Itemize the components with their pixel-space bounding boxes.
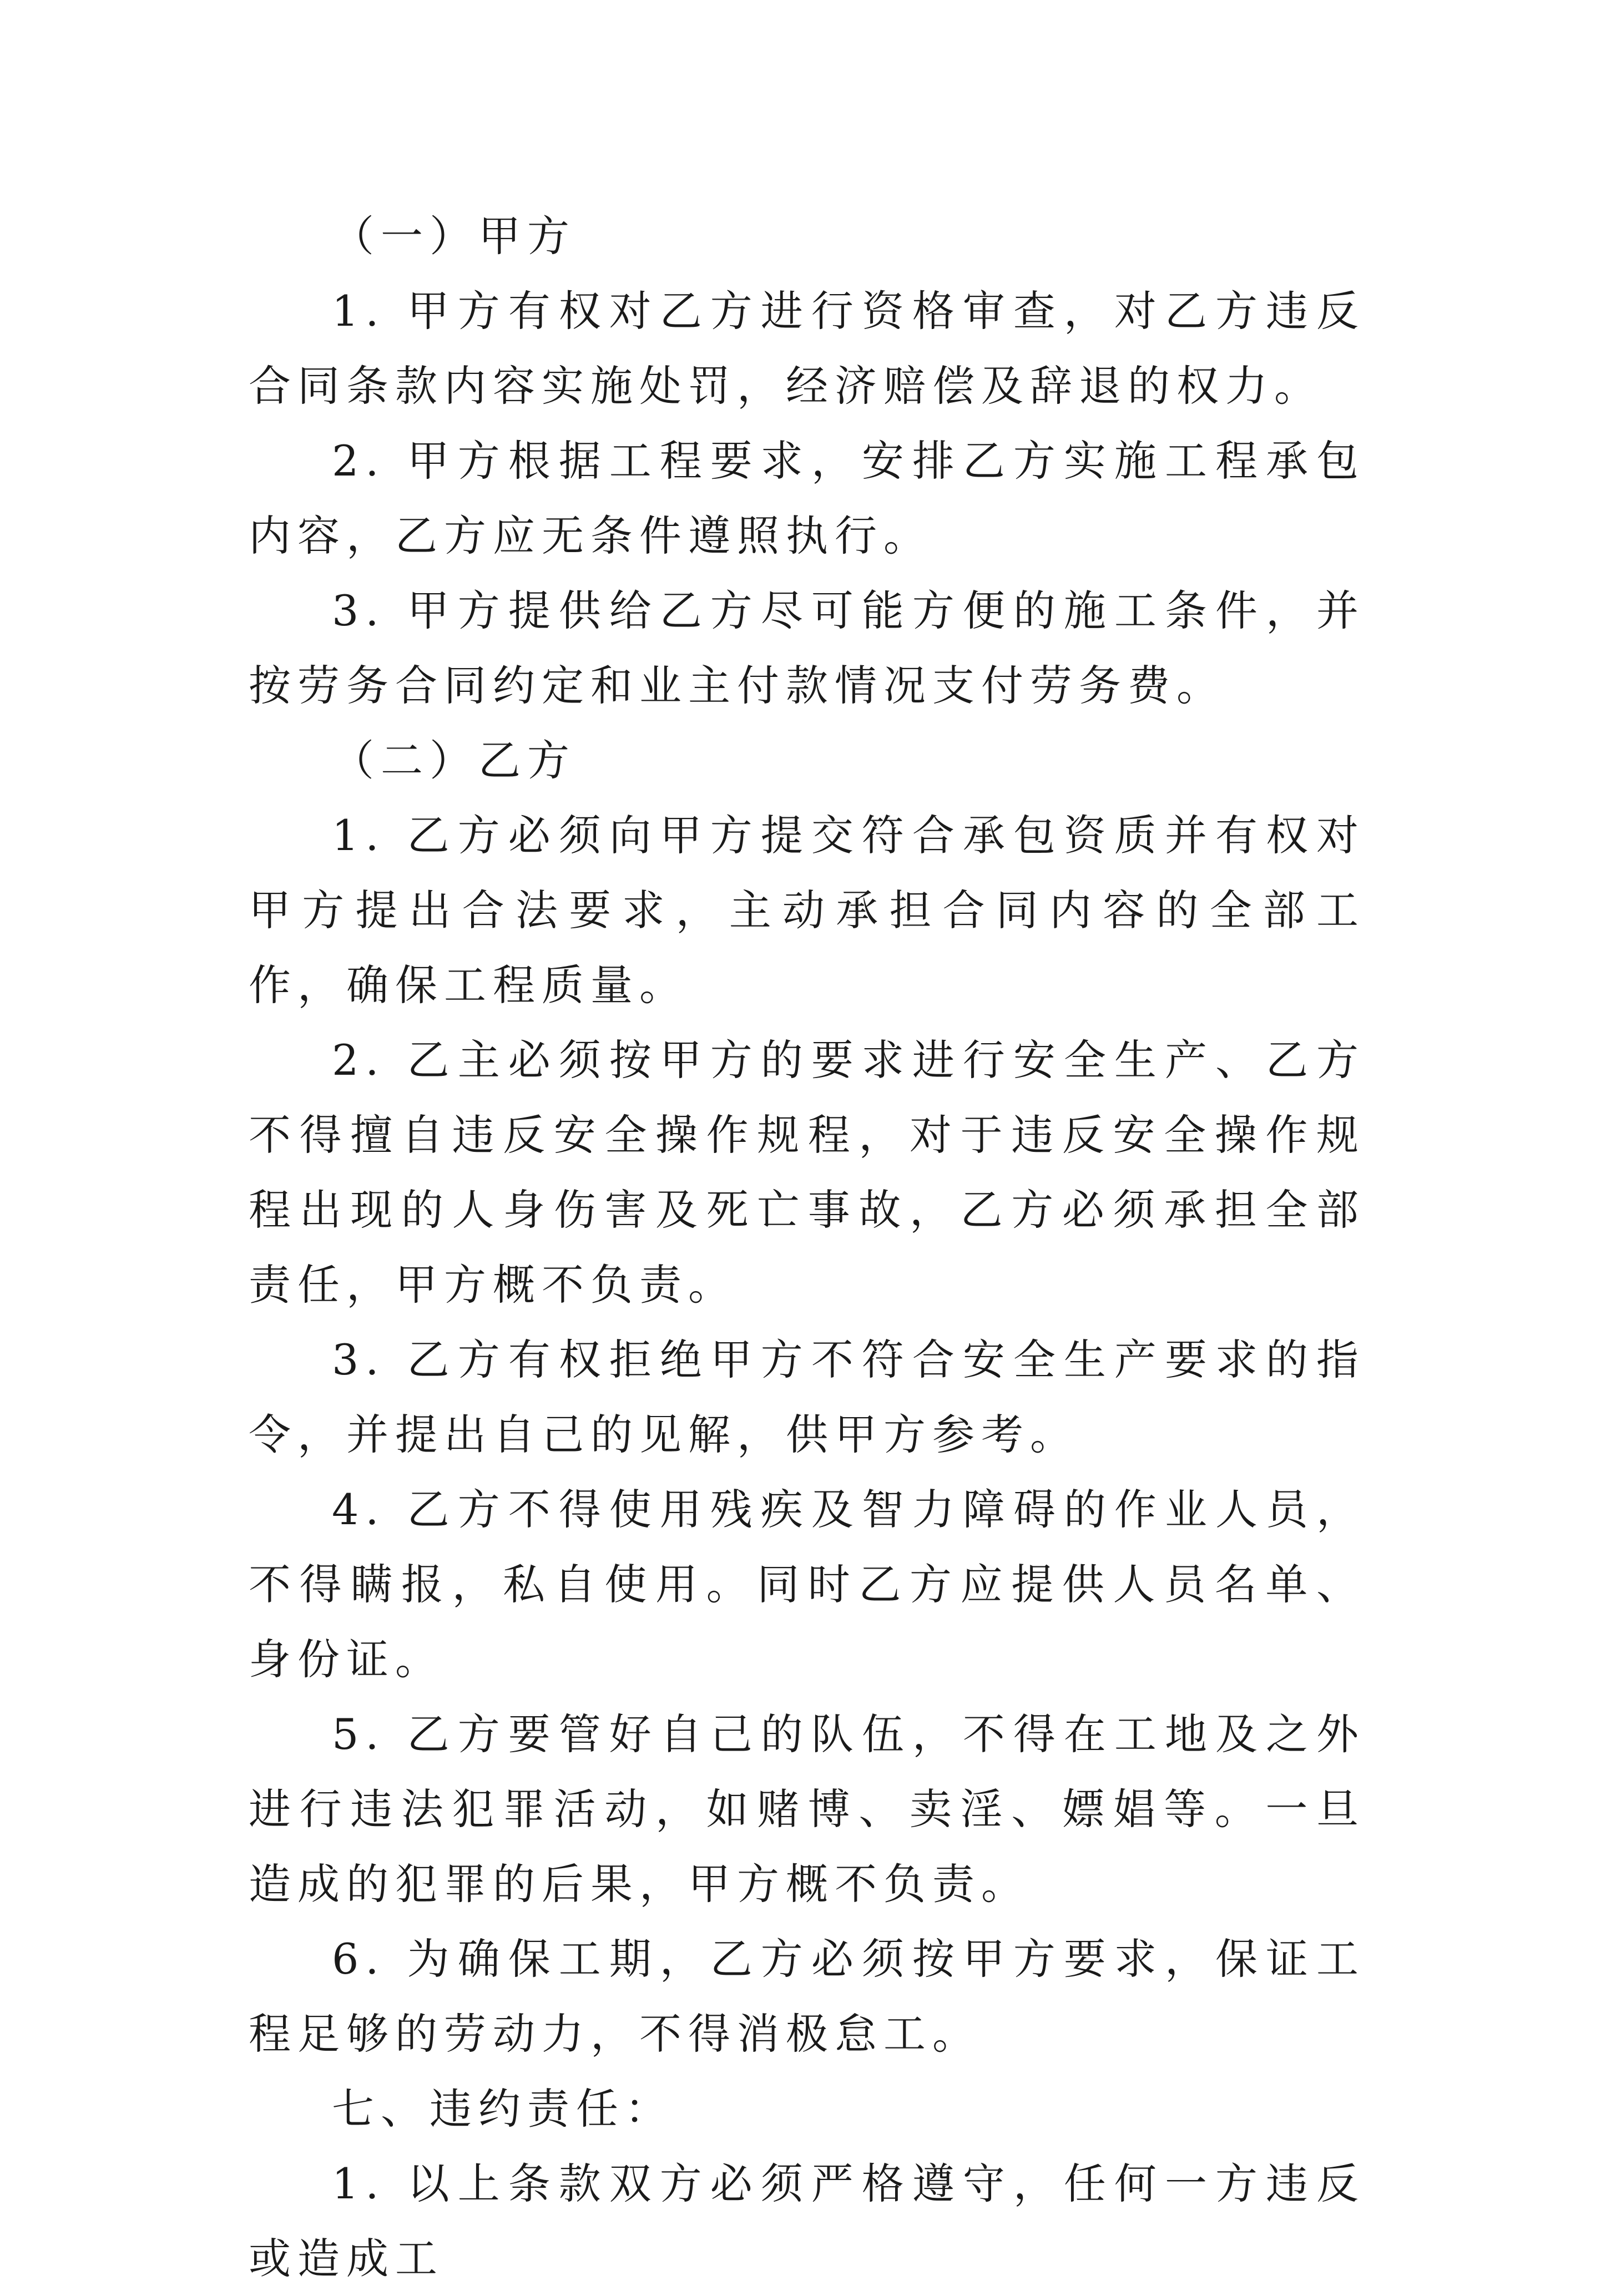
party-b-heading: （二）乙方 (332, 736, 576, 785)
breach-liability-clause-1: 1. 以上条款双方必须严格遵守，任何一方违反或造成工 (249, 2159, 1365, 2283)
party-a-clause-2: 2. 甲方根据工程要求，安排乙方实施工程承包内容，乙方应无条件遵照执行。 (249, 436, 1365, 560)
breach-liability-heading: 七、违约责任： (332, 2084, 674, 2133)
party-b-clause-6: 6. 为确保工期，乙方必须按甲方要求，保证工程足够的劳动力，不得消极怠工。 (249, 1934, 1365, 2059)
party-b-clause-1: 1. 乙方必须向甲方提交符合承包资质并有权对甲方提出合法要求，主动承担合同内容的全部工作，确保工程质量。 (249, 811, 1365, 1010)
document-page (249, 199, 1365, 2296)
party-a-clause-1: 1. 甲方有权对乙方进行资格审查，对乙方违反合同条款内容实施处罚，经济赔偿及辞退的权力。 (249, 286, 1365, 411)
party-b-clause-3: 3. 乙方有权拒绝甲方不符合安全生产要求的指令，并提出自己的见解，供甲方参考。 (249, 1335, 1365, 1459)
party-b-clause-4: 4. 乙方不得使用残疾及智力障碍的作业人员，不得瞒报，私自使用。同时乙方应提供人员名单、身份证。 (249, 1485, 1365, 1684)
party-a-heading: （一）甲方 (332, 211, 576, 261)
party-b-clause-5: 5. 乙方要管好自己的队伍，不得在工地及之外进行违法犯罪活动，如赌博、卖淫、嫖娼等。一旦造成的犯罪的后果，甲方概不负责。 (249, 1710, 1365, 1909)
party-b-clause-2: 2. 乙主必须按甲方的要求进行安全生产、乙方不得擅自违反安全操作规程，对于违反安全操作规程出现的人身伤害及死亡事故，乙方必须承担全部责任，甲方概不负责。 (249, 1035, 1365, 1309)
party-a-clause-3: 3. 甲方提供给乙方尽可能方便的施工条件，并按劳务合同约定和业主付款情况支付劳务费。 (249, 586, 1365, 710)
